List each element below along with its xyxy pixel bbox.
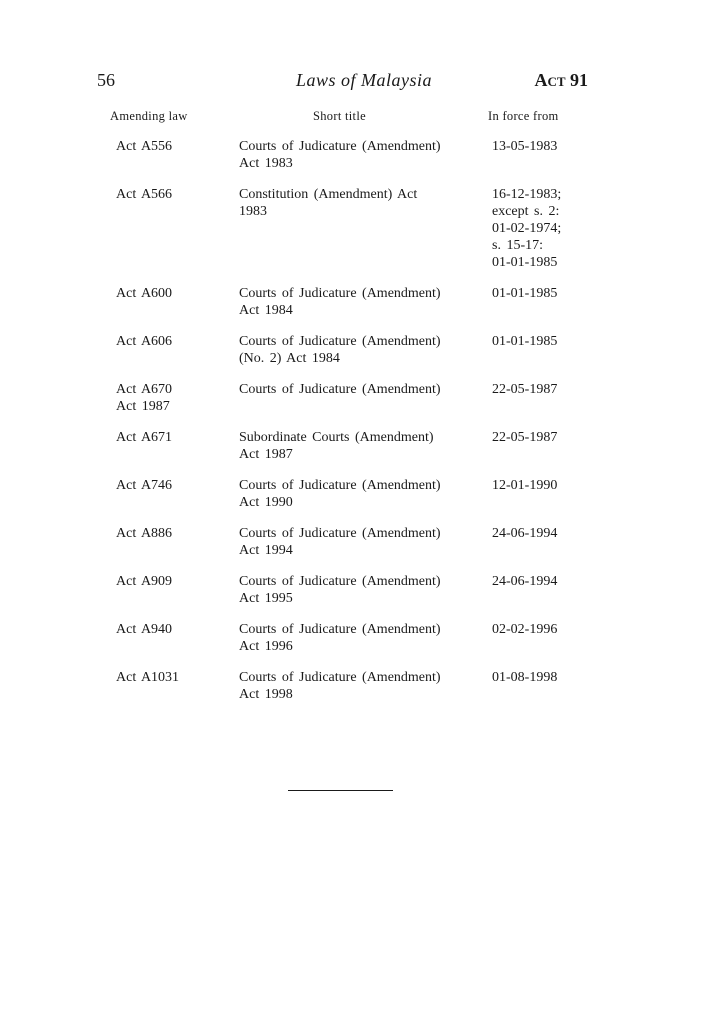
in-force-cell: [492, 333, 602, 350]
amending-law-cell: [116, 573, 226, 590]
short-title-cell-line: Courts of Judicature (Amendment): [239, 478, 441, 493]
in-force-cell-line: 01-08-1998: [492, 670, 558, 685]
table-row: [0, 573, 728, 607]
short-title-cell-line: (No. 2) Act 1984: [239, 351, 340, 366]
table-row: [0, 621, 728, 655]
short-title-cell-line: Act 1987: [239, 447, 293, 462]
short-title-cell-line: Courts of Judicature (Amendment): [239, 286, 441, 301]
short-title-cell: [239, 429, 474, 463]
amending-law-cell-line: Act A1031: [116, 670, 180, 685]
short-title-cell-line: Courts of Judicature (Amendment): [239, 382, 441, 397]
amending-law-cell-line: Act A606: [116, 334, 173, 349]
column-header-in-force-from: In force from: [488, 109, 559, 123]
amending-law-cell: [116, 429, 226, 446]
amending-law-cell-line: Act A886: [116, 526, 173, 541]
in-force-cell: [492, 429, 602, 446]
amending-law-cell-line: Act A940: [116, 622, 173, 637]
amending-law-cell: [116, 186, 226, 203]
in-force-cell: [492, 381, 602, 398]
page-title: Laws of Malaysia: [295, 70, 432, 90]
in-force-cell: [492, 138, 602, 155]
short-title-cell: [239, 138, 474, 172]
amending-law-cell: [116, 621, 226, 638]
in-force-cell-line: except s. 2:: [492, 204, 560, 219]
column-header-amending-law: Amending law: [110, 109, 188, 123]
amending-law-cell: [116, 138, 226, 155]
amending-law-cell: [116, 669, 226, 686]
amending-law-cell: [116, 285, 226, 302]
in-force-cell: [492, 573, 602, 590]
short-title-cell: [239, 333, 474, 367]
in-force-cell-line: 16-12-1983;: [492, 187, 562, 202]
table-row: [0, 138, 728, 172]
in-force-cell: [492, 285, 602, 302]
in-force-cell: [492, 477, 602, 494]
page-number: 56: [97, 70, 115, 90]
amending-law-cell: [116, 525, 226, 542]
amending-law-cell-line: Act A670: [116, 382, 173, 397]
short-title-cell-line: Courts of Judicature (Amendment): [239, 334, 441, 349]
short-title-cell-line: Courts of Judicature (Amendment): [239, 526, 441, 541]
in-force-cell-line: 22-05-1987: [492, 382, 558, 397]
amending-law-cell-line: Act A566: [116, 187, 173, 202]
table-row: [0, 429, 728, 463]
act-label-smallcaps: CT: [547, 74, 566, 89]
in-force-cell: [492, 186, 602, 271]
amendments-table: [0, 138, 728, 717]
short-title-cell-line: Act 1984: [239, 303, 293, 318]
short-title-cell-line: 1983: [239, 204, 267, 219]
amending-law-cell-line: Act A556: [116, 139, 173, 154]
amending-law-cell: [116, 333, 226, 350]
short-title-cell: [239, 186, 474, 220]
table-row: [0, 285, 728, 319]
act-number: 91: [565, 70, 588, 90]
amending-law-cell-line: Act A909: [116, 574, 173, 589]
short-title-cell-line: Subordinate Courts (Amendment): [239, 430, 434, 445]
in-force-cell-line: 22-05-1987: [492, 430, 558, 445]
amending-law-cell: [116, 477, 226, 494]
in-force-cell: [492, 669, 602, 686]
amending-law-cell-line: Act 1987: [116, 399, 170, 414]
in-force-cell-line: 01-01-1985: [492, 286, 558, 301]
amending-law-cell: [116, 381, 226, 415]
table-row: [0, 381, 728, 415]
short-title-cell-line: Courts of Judicature (Amendment): [239, 139, 441, 154]
act-label: [534, 70, 588, 91]
short-title-cell: [239, 669, 474, 703]
column-header-short-title: Short title: [313, 109, 366, 123]
in-force-cell-line: 24-06-1994: [492, 574, 558, 589]
in-force-cell: [492, 621, 602, 638]
in-force-cell-line: 13-05-1983: [492, 139, 558, 154]
short-title-cell: [239, 285, 474, 319]
amending-law-cell-line: Act A746: [116, 478, 173, 493]
table-row: [0, 525, 728, 559]
end-rule: [288, 790, 393, 791]
in-force-cell-line: s. 15-17:: [492, 238, 543, 253]
table-row: [0, 477, 728, 511]
short-title-cell-line: Courts of Judicature (Amendment): [239, 574, 441, 589]
short-title-cell: [239, 525, 474, 559]
short-title-cell: [239, 621, 474, 655]
short-title-cell-line: Act 1998: [239, 687, 293, 702]
short-title-cell-line: Act 1994: [239, 543, 293, 558]
act-label-initial: A: [534, 70, 548, 90]
table-row: [0, 186, 728, 271]
in-force-cell-line: 01-02-1974;: [492, 221, 562, 236]
amending-law-cell-line: Act A600: [116, 286, 173, 301]
short-title-cell-line: Courts of Judicature (Amendment): [239, 670, 441, 685]
short-title-cell-line: Act 1990: [239, 495, 293, 510]
short-title-cell-line: Act 1983: [239, 156, 293, 171]
table-row: [0, 669, 728, 703]
short-title-cell-line: Constitution (Amendment) Act: [239, 187, 418, 202]
short-title-cell: [239, 573, 474, 607]
in-force-cell-line: 02-02-1996: [492, 622, 558, 637]
in-force-cell-line: 01-01-1985: [492, 255, 558, 270]
in-force-cell: [492, 525, 602, 542]
short-title-cell: [239, 477, 474, 511]
short-title-cell: [239, 381, 474, 398]
table-row: [0, 333, 728, 367]
in-force-cell-line: 12-01-1990: [492, 478, 558, 493]
amending-law-cell-line: Act A671: [116, 430, 173, 445]
in-force-cell-line: 24-06-1994: [492, 526, 558, 541]
in-force-cell-line: 01-01-1985: [492, 334, 558, 349]
short-title-cell-line: Act 1995: [239, 591, 293, 606]
short-title-cell-line: Act 1996: [239, 639, 293, 654]
short-title-cell-line: Courts of Judicature (Amendment): [239, 622, 441, 637]
